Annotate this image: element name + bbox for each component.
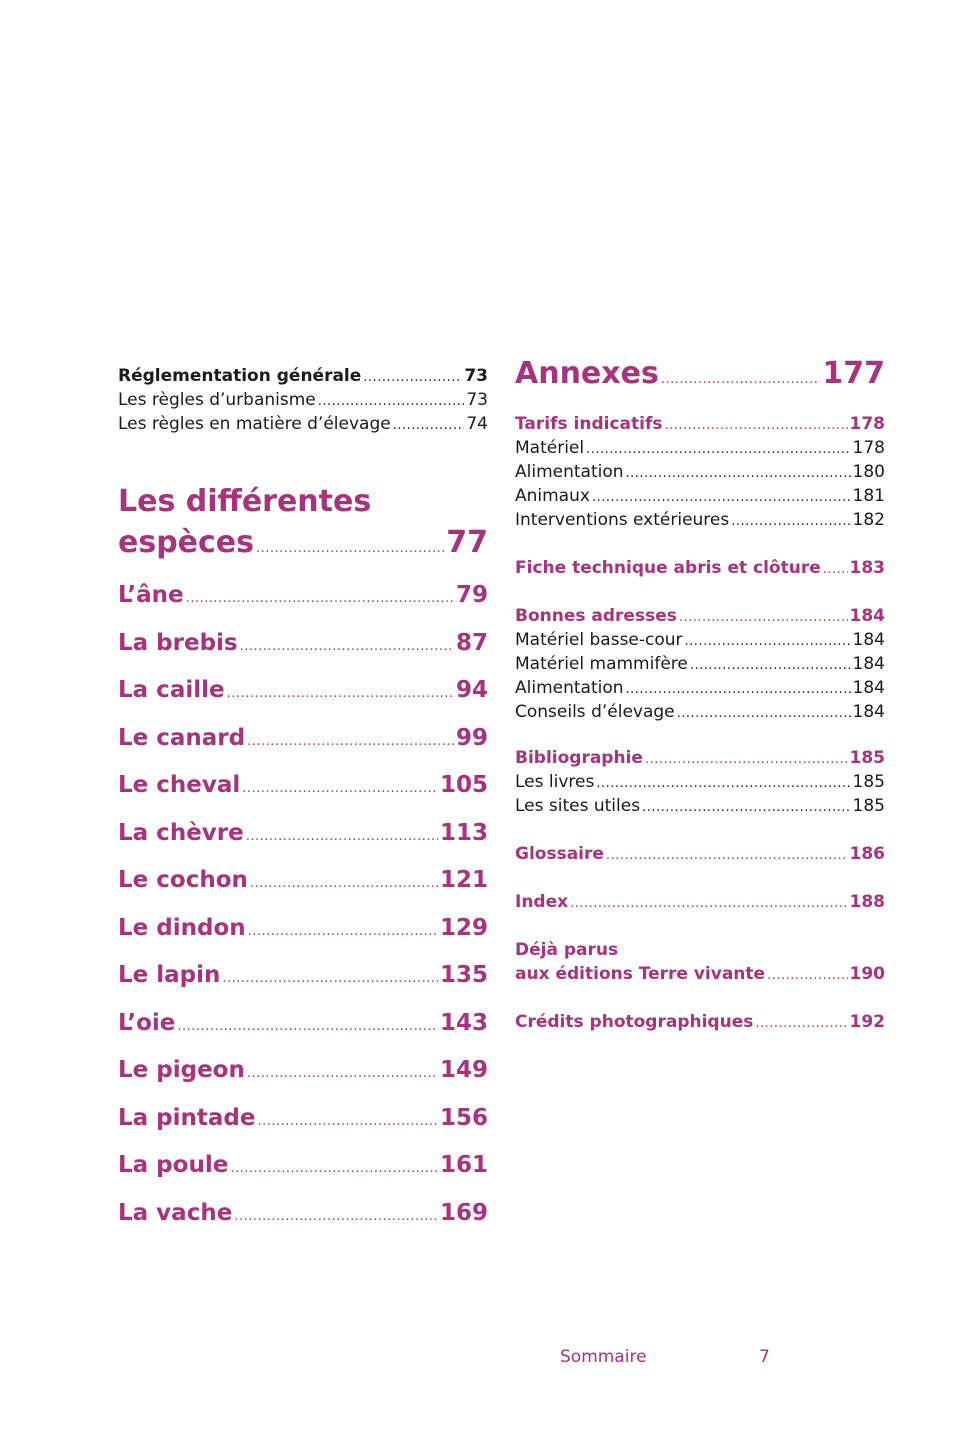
toc-subentry[interactable]: Alimentation ..... 180	[515, 460, 885, 484]
toc-entry-species[interactable]: Le cheval ..... 105	[118, 762, 488, 810]
toc-entry-deja-parus-line1: Déjà parus	[515, 940, 619, 960]
toc-entry-species[interactable]: L’oie ..... 143	[118, 1000, 488, 1048]
leader-dots	[318, 390, 465, 414]
toc-subentry[interactable]: Les livres ..... 185	[515, 770, 885, 794]
leader-dots	[645, 748, 848, 772]
leader-dots	[393, 414, 465, 438]
leader-dots	[626, 462, 851, 486]
toc-entry-species[interactable]: Le dindon ..... 129	[118, 905, 488, 953]
leader-dots	[246, 813, 438, 861]
leader-dots	[586, 438, 850, 462]
leader-dots	[363, 366, 462, 390]
toc-entry-species[interactable]: La poule ..... 161	[118, 1142, 488, 1190]
footer-section-title: Sommaire	[560, 1347, 647, 1367]
leader-dots	[677, 702, 851, 726]
leader-dots	[690, 654, 851, 678]
leader-dots	[626, 678, 851, 702]
leader-dots	[177, 1003, 438, 1051]
leader-dots	[661, 358, 821, 402]
toc-entry-elevage-rules[interactable]: Les règles en matière d’élevage ..... 74	[118, 412, 488, 436]
toc-entry-index[interactable]: Index ..... 188	[515, 890, 885, 914]
toc-subentry[interactable]: Les sites utiles ..... 185	[515, 794, 885, 818]
leader-dots	[240, 623, 454, 671]
toc-entry-species[interactable]: Le canard ..... 99	[118, 715, 488, 763]
toc-entry-species[interactable]: La vache ..... 169	[118, 1190, 488, 1238]
toc-left-column	[118, 364, 488, 1237]
leader-dots	[247, 1050, 438, 1098]
toc-entry-species[interactable]: Le pigeon ..... 149	[118, 1047, 488, 1095]
leader-dots	[257, 1098, 438, 1146]
toc-subentry[interactable]: Matériel ..... 178	[515, 436, 885, 460]
leader-dots	[664, 414, 847, 438]
leader-dots	[222, 955, 438, 1003]
toc-entry-bonnes-adresses[interactable]: Bonnes adresses ..... 184	[515, 604, 885, 628]
page-number: 7	[759, 1347, 770, 1367]
chapter-title-especes-line1: Les différentes	[118, 484, 372, 519]
leader-dots	[679, 606, 848, 630]
leader-dots	[755, 1012, 847, 1036]
leader-dots	[250, 860, 438, 908]
toc-right-column	[515, 352, 885, 1034]
toc-entry-species[interactable]: La pintade ..... 156	[118, 1095, 488, 1143]
leader-dots	[823, 558, 848, 582]
toc-entry-tarifs[interactable]: Tarifs indicatifs ..... 178	[515, 412, 885, 436]
leader-dots	[186, 575, 454, 623]
leader-dots	[570, 892, 847, 916]
toc-subentry[interactable]: Matériel mammifère ..... 184	[515, 652, 885, 676]
leader-dots	[592, 486, 851, 510]
toc-entry-fiche-technique[interactable]: Fiche technique abris et clôture ..... 183	[515, 556, 885, 580]
leader-dots	[248, 908, 438, 956]
leader-dots	[606, 844, 848, 868]
toc-subentry[interactable]: Interventions extérieures ..... 182	[515, 508, 885, 532]
leader-dots	[256, 528, 444, 569]
toc-entry-reglementation[interactable]: Réglementation générale ..... 73	[118, 364, 488, 388]
leader-dots	[685, 630, 851, 654]
toc-subentry[interactable]: Alimentation ..... 184	[515, 676, 885, 700]
toc-subentry[interactable]: Matériel basse-cour ..... 184	[515, 628, 885, 652]
leader-dots	[242, 765, 438, 813]
leader-dots	[731, 510, 850, 534]
toc-subentry[interactable]: Animaux ..... 181	[515, 484, 885, 508]
toc-entry-especes[interactable]: espèces ..... 77	[118, 522, 488, 563]
toc-entry-species[interactable]: Le lapin ..... 135	[118, 952, 488, 1000]
leader-dots	[227, 670, 454, 718]
toc-subentry[interactable]: Conseils d’élevage ..... 184	[515, 700, 885, 724]
leader-dots	[247, 718, 454, 766]
toc-entry-credits[interactable]: Crédits photographiques ..... 192	[515, 1010, 885, 1034]
toc-entry-species[interactable]: La brebis ..... 87	[118, 620, 488, 668]
toc-entry-species[interactable]: La chèvre ..... 113	[118, 810, 488, 858]
toc-entry-bibliographie[interactable]: Bibliographie ..... 185	[515, 746, 885, 770]
toc-entry-annexes[interactable]: Annexes ..... 177	[515, 352, 885, 396]
toc-entry-urbanisme[interactable]: Les règles d’urbanisme ..... 73	[118, 388, 488, 412]
leader-dots	[234, 1193, 438, 1241]
leader-dots	[596, 772, 850, 796]
leader-dots	[230, 1145, 438, 1193]
toc-entry-deja-parus[interactable]: aux éditions Terre vivante ..... 190	[515, 962, 885, 986]
page-footer	[560, 1345, 770, 1369]
leader-dots	[642, 796, 850, 820]
toc-entry-species[interactable]: Le cochon ..... 121	[118, 857, 488, 905]
toc-entry-glossaire[interactable]: Glossaire ..... 186	[515, 842, 885, 866]
toc-entry-species[interactable]: La caille ..... 94	[118, 667, 488, 715]
leader-dots	[767, 964, 847, 988]
toc-entry-species[interactable]: L’âne ..... 79	[118, 572, 488, 620]
